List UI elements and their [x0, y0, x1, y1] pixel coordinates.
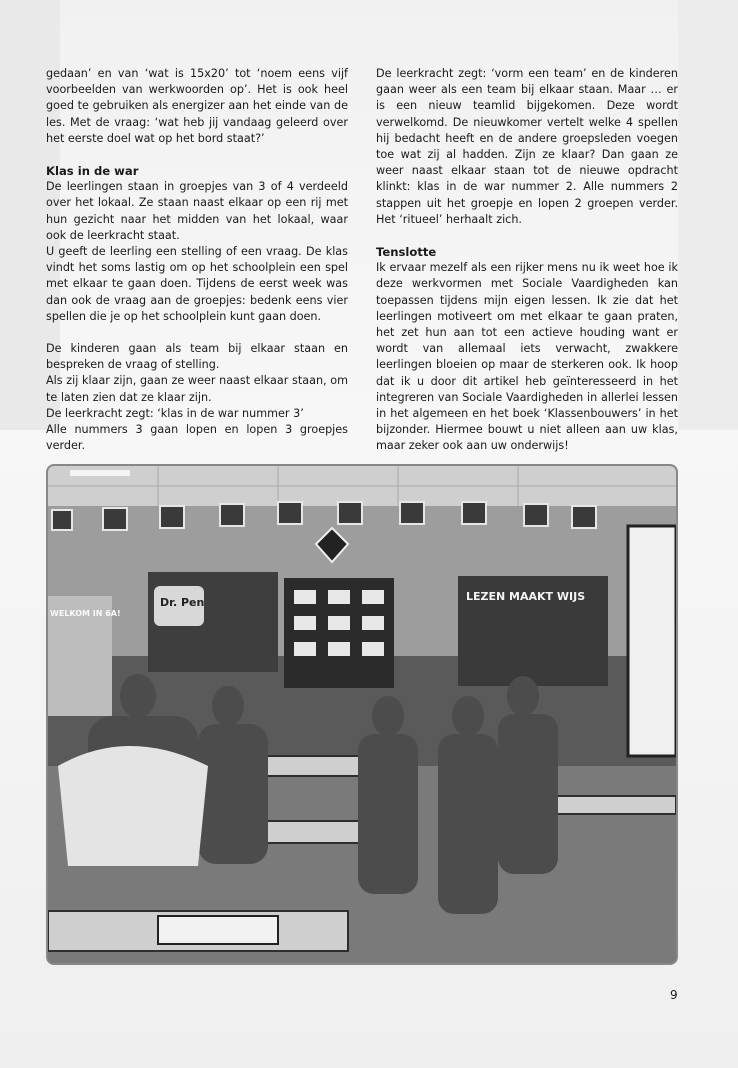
background-faded-photo-right [678, 0, 738, 430]
classroom-photo [46, 464, 678, 965]
section-heading-klas-in-de-war: Klas in de war [46, 164, 139, 179]
left-paragraph-5: Als zij klaar zijn, gaan ze weer naast elkaar staan, om te laten zien dat ze klaar zijn. [46, 374, 348, 404]
left-paragraph-2: De leerlingen staan in groepjes van 3 of 4 verdeeld over het lokaal. Ze staan naast elkaar op een rij met hun gezicht naar het midden van het lokaal, waar ook de leerkracht staat. [46, 180, 348, 242]
right-paragraph-2: Ik ervaar mezelf als een rijker mens nu ik weet hoe ik deze werkvormen met Sociale Vaardigheden kan toepassen tijdens mijn eigen lessen. Ik zie dat het leerlingen motiveert om met elkaar te gaan praten, het zet hun aan tot een actieve houding want er wordt van allemaal iets verwacht, zwakkere leerlingen bloeien op maar de sterkeren ook. Ik hoop dat ik u door dit artikel heb geïnteresseerd in het integreren van Sociale Vaardigheden in allerlei lessen in het algemeen en het boek ‘Klassenbouwers’ in het bijzonder. Hiermee bouwt u niet alleen aan uw klas, maar zeker ook aan uw onderwijs! [376, 261, 678, 453]
left-paragraph-6: De leerkracht zegt: ‘klas in de war nummer 3’ [46, 406, 304, 420]
right-text-column [376, 66, 678, 455]
welcome-sign: WELKOM IN 6A! [50, 609, 121, 618]
board-right-title: LEZEN MAAKT WIJS [466, 590, 586, 603]
page-number: 9 [670, 988, 678, 1002]
left-paragraph-3: U geeft de leerling een stelling of een vraag. De klas vindt het soms lastig om op het schoolplein een spel met elkaar te gaan doen. Tijdens de eerst week was dan ook de vraag aan de groepjes: bedenk eens vier spellen die je op het schoolplein kunt gaan doen. [46, 245, 348, 323]
left-paragraph-4: De kinderen gaan als team bij elkaar staan en bespreken de vraag of stelling. [46, 342, 348, 372]
left-text-column [46, 66, 348, 454]
board-left-title: Dr. Pen [160, 596, 205, 609]
section-heading-tenslotte: Tenslotte [376, 245, 437, 260]
left-paragraph-7: Alle nummers 3 gaan lopen en lopen 3 groepjes verder. [46, 423, 348, 453]
left-paragraph-1: gedaan’ en van ‘wat is 15x20’ tot ‘noem eens vijf voorbeelden van werkwoorden op’. Het is ook heel goed te gebruiken als energizer aan het einde van de les. Met de vraag: ‘wat heb jij vandaag geleerd over het eerste doel wat op het bord staat?’ [46, 67, 348, 145]
right-paragraph-1: De leerkracht zegt: ‘vorm een team’ en de kinderen gaan weer als een team bij elkaar staan. Maar … er is een nieuw teamlid bijgekomen. Deze wordt verwelkomd. De nieuwkomer vertelt welke 4 spellen hij bedacht heeft en de andere groepsleden voegen toe wat zij al hadden. Zijn ze klaar? Dan gaan ze weer naast elkaar staan tot de nieuwe opdracht klinkt: klas in de war nummer 2. Alle nummers 2 stappen uit het groepje en lopen 2 groepen verder. Het ‘ritueel’ herhaalt zich. [376, 67, 678, 226]
